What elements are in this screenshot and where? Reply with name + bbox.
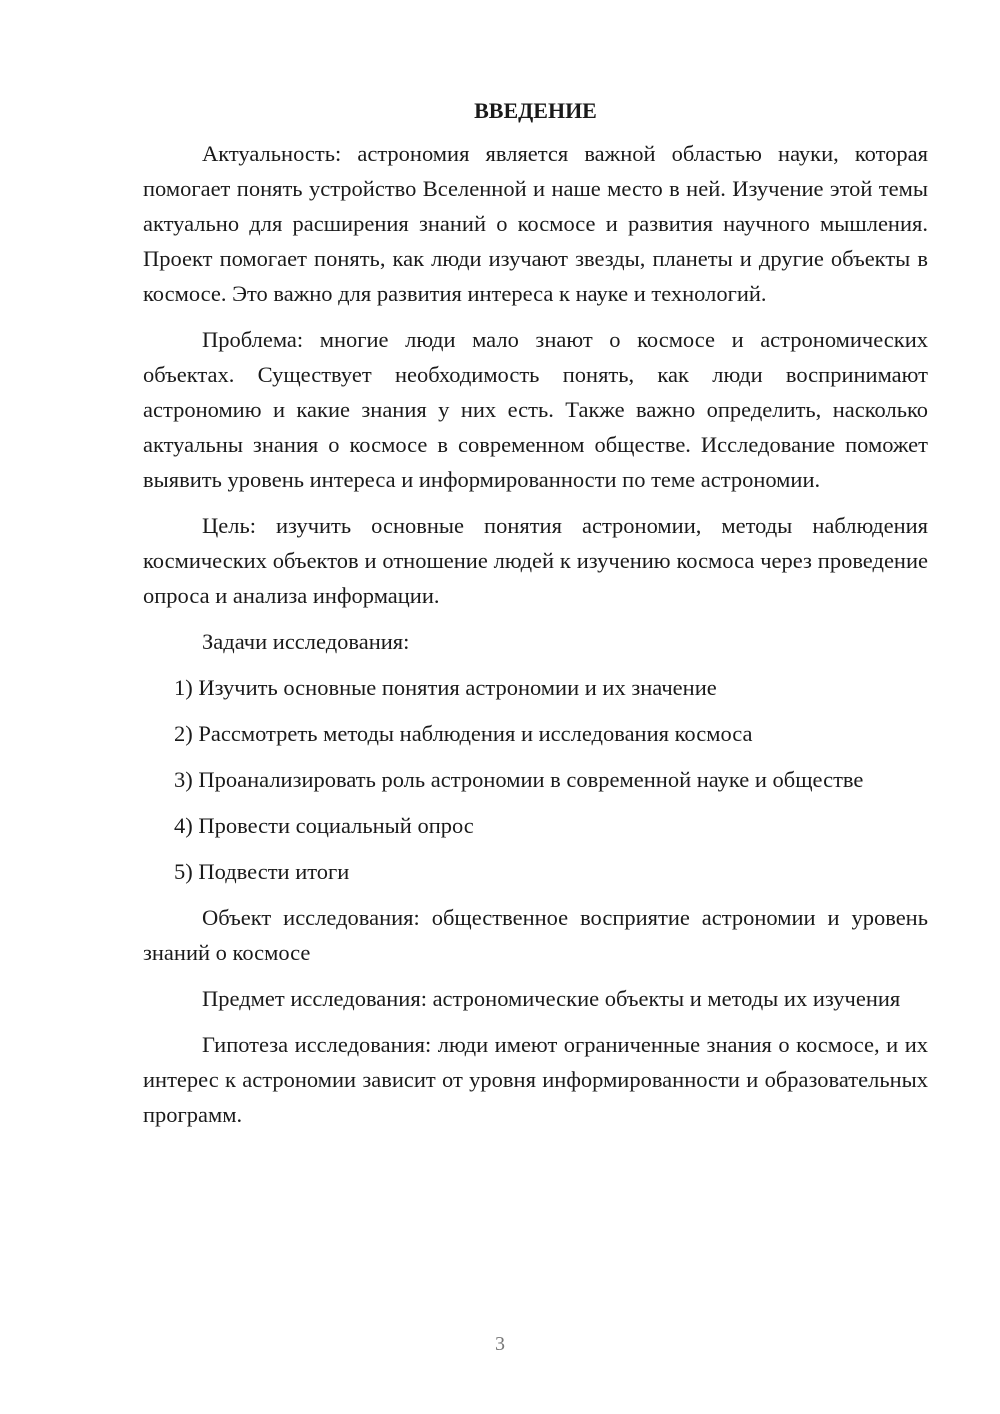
relevance-paragraph: Актуальность: астрономия является важной областью науки, которая помогает понять устройство Вселенной и наше место в ней. Изучение этой темы актуально для расширения знаний о космосе и развития научного мышления. Проект помогает понять, как люди изучают звезды, планеты и другие объекты в космосе. Это важно для развития интереса к науке и технологий. [143, 141, 928, 306]
task-item-5: 5) Подвести итоги [174, 859, 350, 884]
task-item-2: 2) Рассмотреть методы наблюдения и исследования космоса [174, 721, 753, 746]
object-paragraph: Объект исследования: общественное восприятие астрономии и уровень знаний о космосе [143, 905, 928, 965]
task-item-4: 4) Провести социальный опрос [174, 813, 474, 838]
problem-paragraph: Проблема: многие люди мало знают о космосе и астрономических объектах. Существует необходимость понять, как люди воспринимают астрономию и какие знания у них есть. Также важно определить, насколько актуальны знания о космосе в современном обществе. Исследование поможет выявить уровень интереса и информированности по теме астрономии. [143, 327, 928, 492]
task-item-3: 3) Проанализировать роль астрономии в современной науке и обществе [174, 767, 864, 792]
tasks-heading: Задачи исследования: [202, 629, 410, 654]
goal-paragraph: Цель: изучить основные понятия астрономии, методы наблюдения космических объектов и отношение людей к изучению космоса через проведение опроса и анализа информации. [143, 513, 928, 608]
hypothesis-paragraph: Гипотеза исследования: люди имеют ограниченные знания о космосе, и их интерес к астрономии зависит от уровня информированности и образовательных программ. [143, 1032, 928, 1127]
task-item-1: 1) Изучить основные понятия астрономии и их значение [174, 675, 717, 700]
page-content [143, 96, 928, 1143]
page-number: 3 [495, 1333, 505, 1355]
section-title: ВВЕДЕНИЕ [474, 98, 597, 123]
subject-paragraph: Предмет исследования: астрономические объекты и методы их изучения [202, 986, 901, 1011]
